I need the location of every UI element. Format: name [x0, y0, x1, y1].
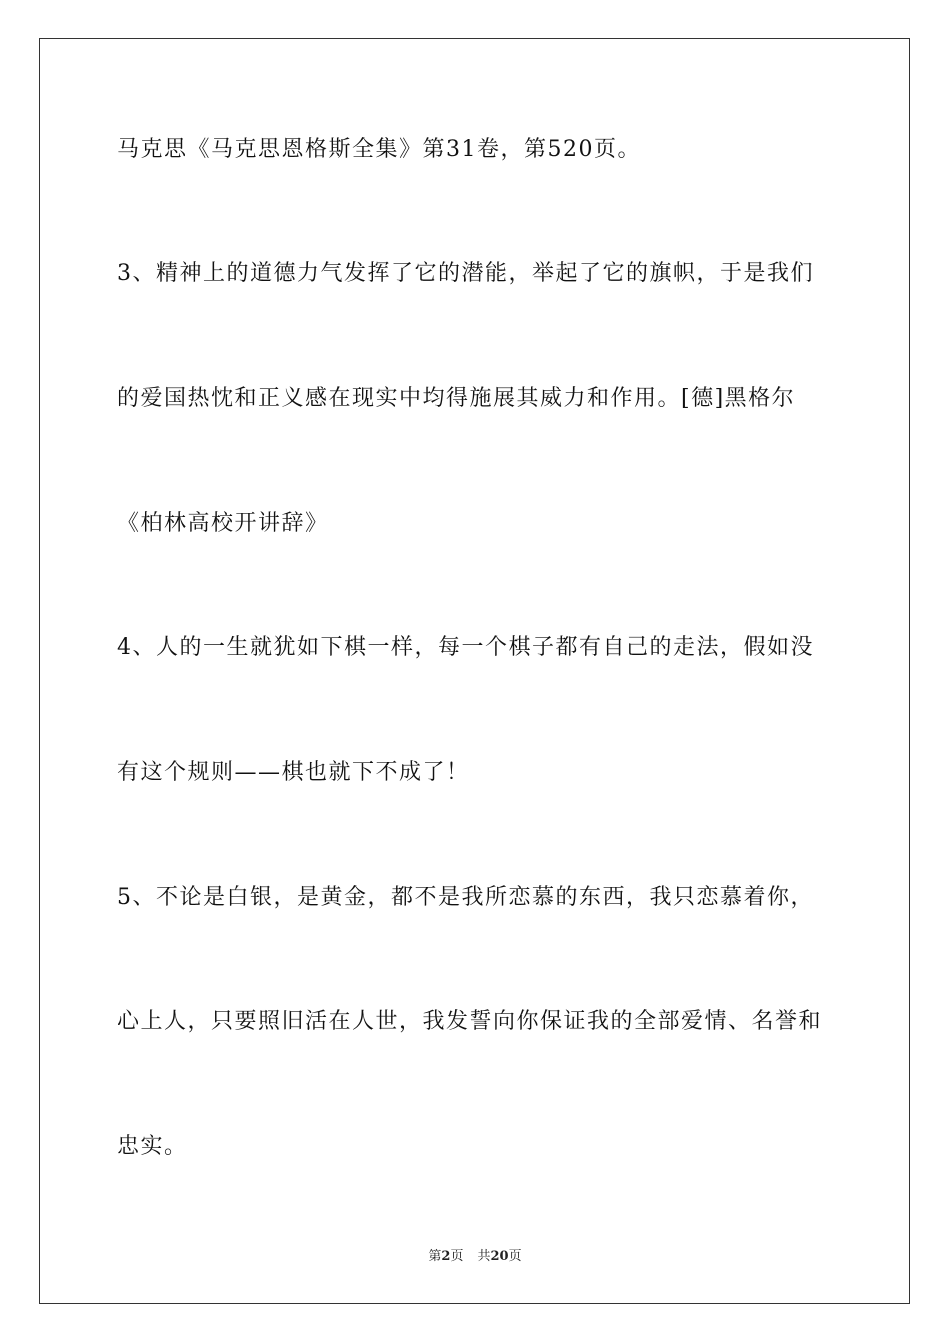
total-prefix: 共 — [477, 1249, 491, 1264]
page-prefix: 第 — [428, 1249, 442, 1264]
text-line: 《柏林高校开讲辞》 — [117, 511, 329, 536]
total-pages: 20 — [490, 1249, 509, 1264]
text-line: 有这个规则——棋也就下不成了！ — [117, 760, 470, 785]
text-line: 的爱国热忱和正义感在现实中均得施展其威力和作用。[德]黑格尔 — [117, 386, 796, 411]
page-footer — [0, 1248, 950, 1266]
page-border — [39, 38, 910, 1304]
text-line: 3、精神上的道德力气发挥了它的潜能，举起了它的旗帜，于是我们 — [117, 261, 814, 286]
text-line: 忠实。 — [117, 1134, 188, 1159]
text-line: 5、不论是白银，是黄金，都不是我所恋慕的东西，我只恋慕着你， — [117, 885, 814, 910]
page-suffix: 页 — [450, 1249, 464, 1264]
text-line: 马克思《马克思恩格斯全集》第31卷，第520页。 — [117, 137, 641, 162]
text-line: 心上人，只要照旧活在人世，我发誓向你保证我的全部爱情、名誉和 — [117, 1009, 823, 1034]
page-number: 2 — [441, 1249, 451, 1264]
total-suffix: 页 — [508, 1249, 522, 1264]
text-line: 4、人的一生就犹如下棋一样，每一个棋子都有自己的走法，假如没 — [117, 635, 814, 660]
